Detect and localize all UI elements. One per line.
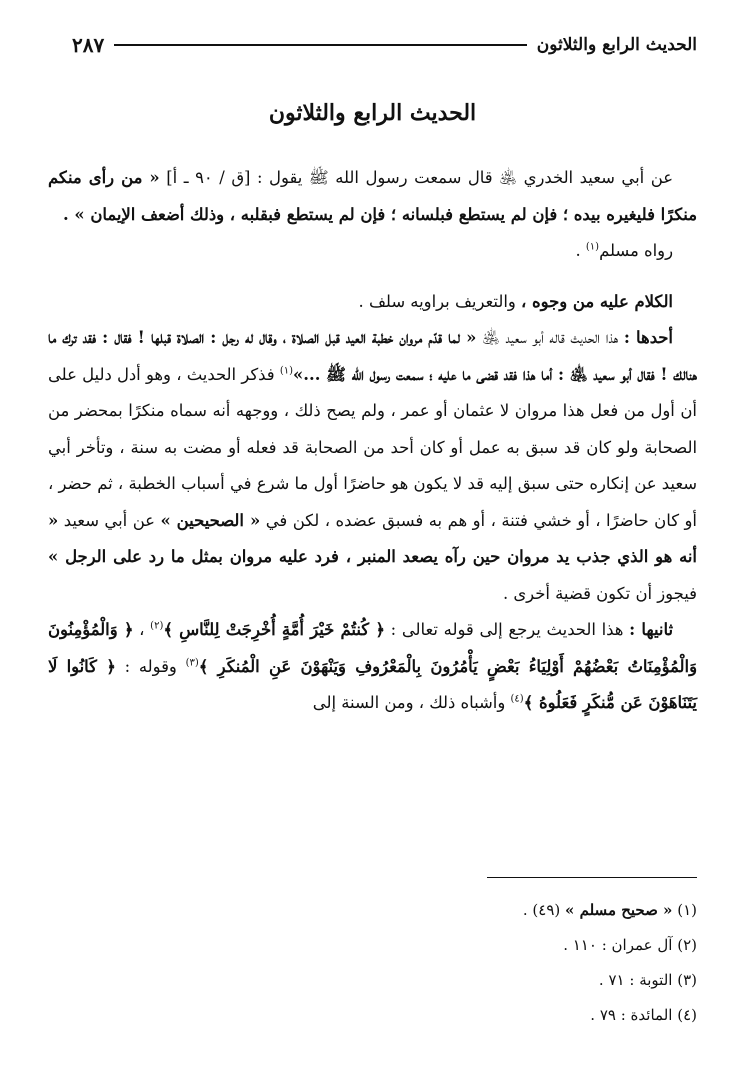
aspect-1-quote: « لما قدّم مروان خطبة العيد قبل الصلاة ، وقال له رجل : الصلاة قبلها ! فقال : فقد ترك ما هنالك ! فقال أبو سعيد ﵁ : أما هذا فقد قضى ما عليه ؛ سمعت رسول الله ﷺ ...» (48, 328, 697, 384)
page-header (72, 30, 697, 60)
source-end: . (575, 241, 586, 260)
aspect-1-quote-2: « أنه هو الذي جذب يد مروان حين رآه يصعد المنبر ، فرد عليه مروان بمثل ما رد على الرجل » (48, 510, 697, 566)
footnote-item (48, 893, 697, 928)
page-number: ٢٨٧ (72, 33, 105, 57)
header-rule (114, 44, 527, 46)
aspect-2-text-a: هذا الحديث يرجع إلى قوله تعالى : (384, 620, 630, 639)
aspect-2-text-c: وأشباه ذلك ، ومن السنة إلى (312, 693, 511, 712)
hadith-title: الحديث الرابع والثلاثون (268, 100, 477, 126)
footnote-item (48, 998, 697, 1033)
footnote-source: آل عمران : (601, 936, 673, 954)
second-aspect-paragraph (48, 612, 697, 722)
footnote-source: التوبة : (629, 971, 673, 989)
hadith-paragraph (48, 160, 697, 233)
discussion-note: والتعريف براويه سلف . (358, 291, 522, 311)
first-aspect-paragraph (48, 320, 697, 612)
footnotes (48, 893, 697, 1033)
footnote-ref: (١) (585, 241, 600, 253)
narration-chain: عن أبي سعيد الخدري ﵁ قال سمعت رسول الله ﷺ يقول : [ق / ٩٠ ـ أ] (166, 168, 674, 187)
footnote-ref: (١) (279, 365, 294, 377)
main-text (48, 160, 697, 722)
footnote-number: (١) (677, 901, 697, 919)
quran-verse-3: ﴿ كَانُوا لَا يَتَنَاهَوْنَ عَن مُّنكَرٍ فَعَلُوهُ ﴾ (48, 656, 697, 712)
footnote-ref: (٤) (510, 693, 524, 705)
sahihayn-ref: « الصحيحين » (160, 510, 261, 530)
aspect-1-text-d: فيجوز أن تكون قضية أخرى . (502, 583, 697, 603)
aspect-label-2: ثانيها : (629, 620, 674, 639)
aspect-1-text-b: فذكر الحديث ، وهو أدل دليل على أن أول من فعل هذا مروان لا عثمان أو عمر ، ولم يصح ذلك ، ووجهه أنه سماه منكرًا بمحضر من الصحابة ولو كان قد سبق به عمل أو كان أحد من الصحابة قد فعله أو مضت به سنة ، وتأخر أبي سعيد عن إنكاره حتى سبق إليه قد لا يكون هو حاضرًا أول ما شرع في أسباب الخطبة ، ثم حضر ، أو كان حاضرًا ، أو خشي فتنة ، أو هم به فسبق عضده ، لكن في (48, 364, 697, 530)
discussion-intro (48, 284, 697, 321)
footnote-reference: ٧٩ . (590, 1006, 621, 1024)
aspect-2-sep: ، (133, 620, 151, 639)
source-paragraph (48, 233, 697, 270)
footnote-item (48, 928, 697, 963)
footnote-reference: (٤٩) . (522, 901, 566, 919)
aspect-1-text-c: عن أبي سعيد (58, 510, 161, 530)
source-text: رواه مسلم (599, 241, 673, 260)
quran-verse-2: ﴿ وَالْمُؤْمِنُونَ وَالْمُؤْمِنَاتُ بَعْضُهُمْ أَوْلِيَاءُ بَعْضٍ يَأْمُرُونَ بِالْمَعْرُوفِ وَيَنْهَوْنَ عَنِ الْمُنكَرِ ﴾ (48, 620, 697, 676)
discussion-heading: الكلام عليه من وجوه ، (521, 291, 673, 311)
aspect-label-1: أحدها : (623, 328, 673, 347)
footnote-ref: (٣) (185, 657, 199, 669)
quran-verse-1: ﴿ كُنتُمْ خَيْرَ أُمَّةٍ أُخْرِجَتْ لِلنَّاسِ ﴾ (163, 620, 385, 639)
footnote-separator (487, 877, 697, 878)
hadith-text: « من رأى منكم منكرًا فليغيره بيده ؛ فإن لم يستطع فبلسانه ؛ فإن لم يستطع فبقلبه ، وذلك أضعف الإيمان » . (48, 168, 697, 224)
aspect-1-text-a: هذا الحديث قاله أبو سعيد ﵁ (476, 328, 624, 347)
footnote-number: (٤) (677, 1006, 697, 1024)
footnote-reference: ١١٠ . (563, 936, 602, 954)
footnote-number: (٢) (677, 936, 697, 954)
footnote-source: المائدة : (620, 1006, 673, 1024)
footnote-reference: ٧١ . (598, 971, 630, 989)
running-title: الحديث الرابع والثلاثون (536, 35, 697, 55)
footnote-number: (٣) (677, 971, 697, 989)
aspect-2-text-b: وقوله : (115, 656, 186, 676)
footnote-item (48, 963, 697, 998)
footnote-source: « صحيح مسلم » (565, 901, 673, 919)
footnote-ref: (٢) (150, 620, 164, 632)
